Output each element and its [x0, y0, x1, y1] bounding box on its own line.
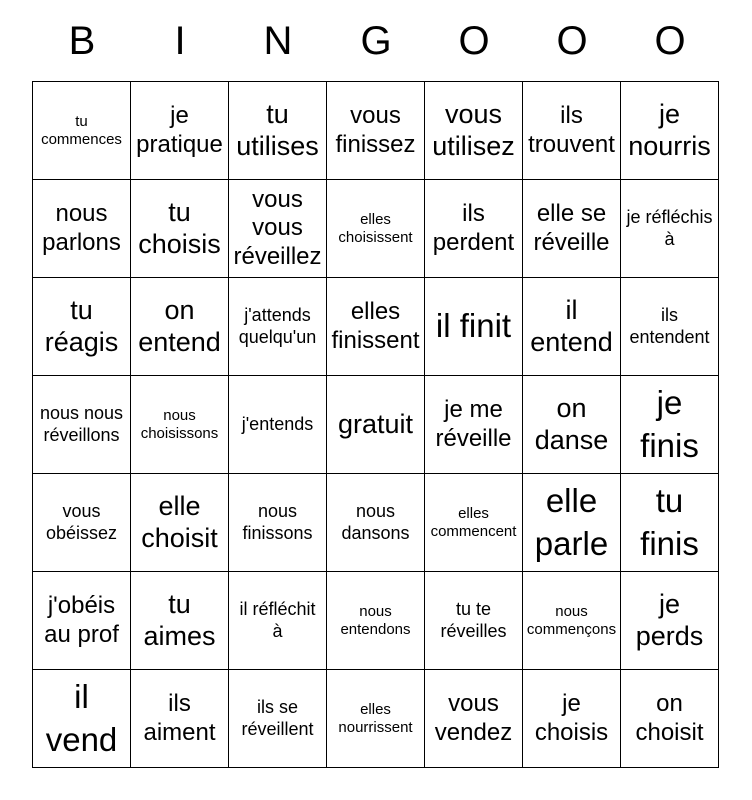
bingo-cell[interactable]: vous finissez: [327, 82, 425, 180]
bingo-cell[interactable]: je pratique: [131, 82, 229, 180]
header-letter-b: B: [68, 19, 96, 63]
bingo-cell[interactable]: tu utilises: [229, 82, 327, 180]
bingo-cell[interactable]: nous choisissons: [131, 376, 229, 474]
bingo-cell[interactable]: nous commençons: [523, 572, 621, 670]
bingo-cell[interactable]: je choisis: [523, 670, 621, 768]
bingo-cell[interactable]: ils trouvent: [523, 82, 621, 180]
bingo-cell[interactable]: tu aimes: [131, 572, 229, 670]
bingo-cell[interactable]: elles choisissent: [327, 180, 425, 278]
bingo-cell[interactable]: il finit: [425, 278, 523, 376]
bingo-header: [33, 0, 720, 81]
bingo-cell[interactable]: il réfléchit à: [229, 572, 327, 670]
bingo-cell[interactable]: nous dansons: [327, 474, 425, 572]
bingo-cell[interactable]: vous utilisez: [425, 82, 523, 180]
bingo-cell[interactable]: je finis: [621, 376, 719, 474]
bingo-card: [32, 0, 720, 800]
header-letter-o-2: O: [556, 19, 588, 63]
header-letter-n: N: [263, 19, 293, 63]
bingo-cell[interactable]: elles finissent: [327, 278, 425, 376]
bingo-cell[interactable]: tu finis: [621, 474, 719, 572]
bingo-cell[interactable]: je nourris: [621, 82, 719, 180]
bingo-cell[interactable]: tu choisis: [131, 180, 229, 278]
bingo-cell[interactable]: tu te réveilles: [425, 572, 523, 670]
bingo-cell[interactable]: vous vendez: [425, 670, 523, 768]
bingo-cell[interactable]: vous obéissez: [33, 474, 131, 572]
bingo-cell[interactable]: il entend: [523, 278, 621, 376]
bingo-cell[interactable]: ils se réveillent: [229, 670, 327, 768]
bingo-cell[interactable]: nous entendons: [327, 572, 425, 670]
bingo-cell[interactable]: je réfléchis à: [621, 180, 719, 278]
bingo-cell[interactable]: je me réveille: [425, 376, 523, 474]
bingo-cell[interactable]: on danse: [523, 376, 621, 474]
bingo-cell[interactable]: j'attends quelqu'un: [229, 278, 327, 376]
bingo-cell[interactable]: nous finissons: [229, 474, 327, 572]
bingo-cell[interactable]: tu réagis: [33, 278, 131, 376]
bingo-cell[interactable]: gratuit: [327, 376, 425, 474]
bingo-cell[interactable]: nous parlons: [33, 180, 131, 278]
bingo-cell[interactable]: elles nourrissent: [327, 670, 425, 768]
header-letter-o-3: O: [654, 19, 686, 63]
header-letter-o-1: O: [458, 19, 490, 63]
bingo-cell[interactable]: ils entendent: [621, 278, 719, 376]
header-letter-g: G: [360, 19, 392, 63]
bingo-cell[interactable]: j'entends: [229, 376, 327, 474]
bingo-cell[interactable]: on choisit: [621, 670, 719, 768]
bingo-cell[interactable]: nous nous réveillons: [33, 376, 131, 474]
bingo-cell[interactable]: elles commencent: [425, 474, 523, 572]
bingo-grid: [32, 81, 719, 768]
bingo-cell[interactable]: je perds: [621, 572, 719, 670]
bingo-cell[interactable]: il vend: [33, 670, 131, 768]
bingo-cell[interactable]: tu commences: [33, 82, 131, 180]
bingo-cell[interactable]: elle se réveille: [523, 180, 621, 278]
bingo-cell[interactable]: elle parle: [523, 474, 621, 572]
bingo-cell[interactable]: vous vous réveillez: [229, 180, 327, 278]
bingo-cell[interactable]: j'obéis au prof: [33, 572, 131, 670]
bingo-cell[interactable]: ils perdent: [425, 180, 523, 278]
bingo-cell[interactable]: on entend: [131, 278, 229, 376]
bingo-cell[interactable]: elle choisit: [131, 474, 229, 572]
bingo-cell[interactable]: ils aiment: [131, 670, 229, 768]
header-letter-i: I: [174, 19, 186, 63]
